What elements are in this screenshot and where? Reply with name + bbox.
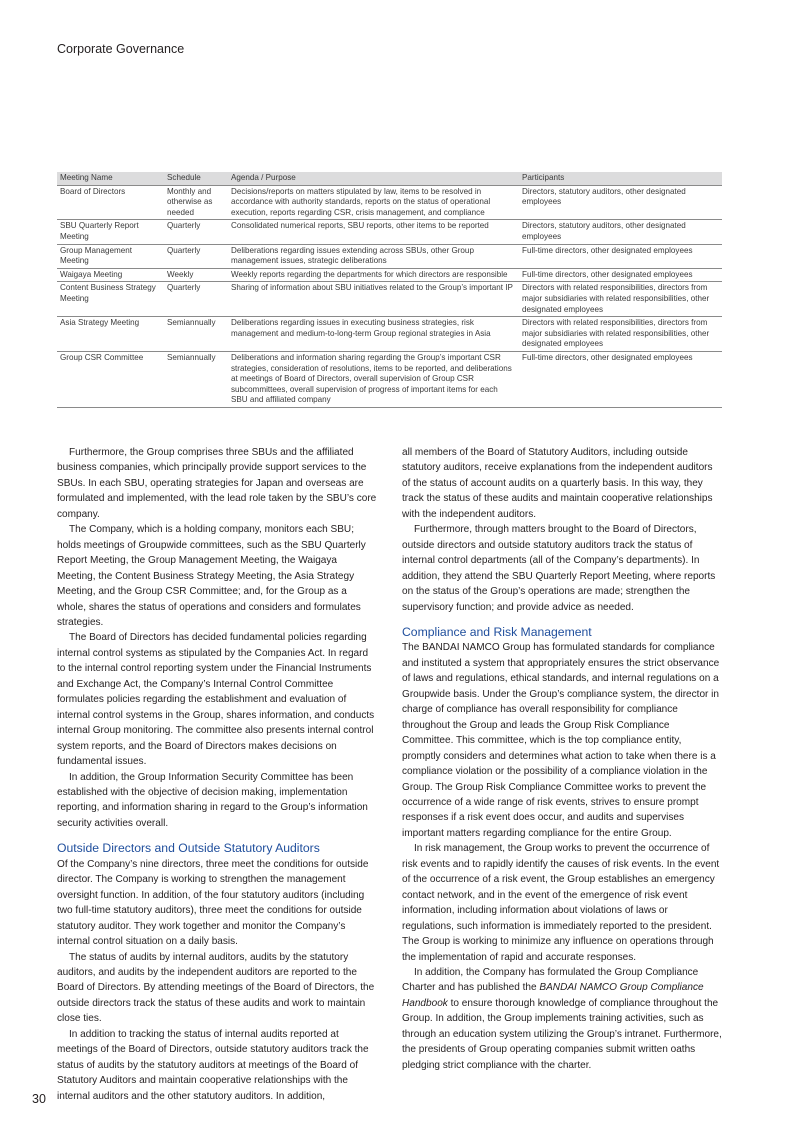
table-cell: Quarterly: [164, 282, 228, 317]
table-cell: Full-time directors, other designated employees: [519, 244, 722, 268]
table-cell: Group CSR Committee: [57, 351, 164, 407]
section-heading: Compliance and Risk Management: [402, 624, 592, 639]
table-row: [57, 220, 722, 244]
table-cell: Group Management Meeting: [57, 244, 164, 268]
text-run: In addition, the Company has formulated the Group Compliance Charter and has published the: [402, 967, 699, 994]
table-cell: Full-time directors, other designated employees: [519, 268, 722, 282]
section-title: Corporate Governance: [57, 42, 185, 56]
spacer: [57, 831, 377, 841]
table-cell: Quarterly: [164, 220, 228, 244]
table-cell: Waigaya Meeting: [57, 268, 164, 282]
table-cell: Directors, statutory auditors, other designated employees: [519, 220, 722, 244]
paragraph: The Company, which is a holding company, monitors each SBU; holds meetings of Groupwide committees, such as the SBU Quarterly Report Meeting, the Group Management Meeting, the Waigaya Meeting, the Content Business Strategy Meeting, the Asia Strategy Meeting, and the Group CSR Committee; and, for the Group as a whole, shares the status of operations and considers and formulates strategies.: [57, 524, 366, 628]
section-heading: Outside Directors and Outside Statutory Auditors: [57, 841, 320, 856]
meetings-table: [57, 172, 722, 408]
right-column: [402, 445, 722, 1073]
table-cell: SBU Quarterly Report Meeting: [57, 220, 164, 244]
table-row: [57, 244, 722, 268]
table-cell: Weekly: [164, 268, 228, 282]
table-row: [57, 317, 722, 352]
table-cell: Weekly reports regarding the departments for which directors are responsible: [228, 268, 519, 282]
paragraph: The BANDAI NAMCO Group has formulated standards for compliance and instituted a system that appropriately ensures the strict observance of laws and regulations, ethical standards, and internal regulations on a Groupwide basis. Under the Group’s compliance system, the director in charge of compliance has overall responsibility for compliance throughout the Group and leads the Group Risk Compliance Committee. This committee, which is the top compliance entity, promptly considers and determines what action to take when there is a compliance violation or the possibility of a compliance violation in the Group. The Group Risk Compliance Committee works to prevent the occurrence of a wide range of risk events, strives to ensure prompt responses if a risk event does occur, and audits and supervises important matters regarding compliance for the entire Group.: [402, 642, 720, 839]
paragraph: In addition, the Group Information Security Committee has been established with the objective of decision making, implementation reporting, and information sharing in regard to the Group’s information security activities overall.: [57, 771, 368, 829]
table-cell: Monthly and otherwise as needed: [164, 185, 228, 220]
column-header: Schedule: [164, 172, 228, 185]
table-cell: Quarterly: [164, 244, 228, 268]
table-row: [57, 185, 722, 220]
table-cell: Decisions/reports on matters stipulated by law, items to be resolved in accordance with authority standards, reports on the status of operational execution, reports regarding CSR, crisis management, and compliance: [228, 185, 519, 220]
spacer: [402, 615, 722, 625]
table-cell: Semiannually: [164, 351, 228, 407]
table-cell: Directors with related responsibilities, directors from major subsidiaries with related responsibilities, other designated employees: [519, 317, 722, 352]
paragraph: In addition to tracking the status of internal audits reported at meetings of the Board of Directors, outside statutory auditors track the status of audits by the statutory auditors at meetings of the Board of Statutory Auditors and maintain cooperative relationships with the internal auditors and the other statutory auditors. In addition,: [57, 1028, 369, 1102]
column-header: Agenda / Purpose: [228, 172, 519, 185]
table-header-row: [57, 172, 722, 185]
table-cell: Deliberations and information sharing regarding the Group’s important CSR strategies, consideration of resolutions, items to be reported, and deliberations at meetings of Board of Directors, overall supervision of Group CSR subcommittees, overall supervision of progress of important items for each SBU and affiliated company: [228, 351, 519, 407]
paragraph: The status of audits by internal auditors, audits by the statutory auditors, and audits by the independent auditors are reported to the Board of Directors. By attending meetings of the Board of Directors, the outside directors track the status of these audits and work to maintain close ties.: [57, 951, 375, 1025]
left-column: [57, 445, 377, 1104]
page-number: 30: [32, 1092, 46, 1106]
table-cell: Content Business Strategy Meeting: [57, 282, 164, 317]
table-cell: Directors with related responsibilities, directors from major subsidiaries with related responsibilities, other designated employees: [519, 282, 722, 317]
table-cell: Semiannually: [164, 317, 228, 352]
table-cell: Directors, statutory auditors, other designated employees: [519, 185, 722, 220]
text-run: to ensure thorough knowledge of compliance throughout the Group. In addition, the Group implements training activities, such as through an education system utilizing the Group’s intranet. Furthermore, the presidents of Group operating companies submit written oaths pledging strict compliance with the charter.: [402, 997, 722, 1071]
table-cell: Full-time directors, other designated employees: [519, 351, 722, 407]
table-cell: Asia Strategy Meeting: [57, 317, 164, 352]
meetings-table-container: [57, 172, 722, 408]
column-header: Meeting Name: [57, 172, 164, 185]
paragraph: Of the Company’s nine directors, three meet the conditions for outside director. The Company is working to strengthen the management oversight function. In addition, of the four statutory auditors (including two full-time statutory auditors), three meet the conditions for outside statutory auditor. They work together and monitor the Company’s internal control situation on a daily basis.: [57, 858, 369, 948]
table-cell: Deliberations regarding issues extending across SBUs, other Group management issues, strategic deliberations: [228, 244, 519, 268]
table-cell: Sharing of information about SBU initiatives related to the Group’s important IP: [228, 282, 519, 317]
table-cell: Deliberations regarding issues in executing business strategies, risk management and medium-to-long-term Group regional strategies in Asia: [228, 317, 519, 352]
paragraph: In risk management, the Group works to prevent the occurrence of risk events and to rapidly identify the causes of risk events. In the event of the occurrence of a risk event, the Group establishes an emergency contact network, and in the event of the emergence of risk event information, including information about violations of laws or regulations, such information is immediately reported to the president. The Group is working to minimize any influence on operations through the implementation of rapid and accurate responses.: [402, 843, 720, 963]
table-row: [57, 351, 722, 407]
paragraph: The Board of Directors has decided fundamental policies regarding internal control systems as stipulated by the Companies Act. In regard to the internal control reporting system under the Financial Instruments and Exchange Act, the Company’s Internal Control Committee formulates policies regarding the establishment and evaluation of internal control systems in the Group, shares information, and conducts internal Group monitoring. The committee also presents internal control system reports, and the Board of Directors makes decisions on fundamental issues.: [57, 632, 375, 768]
handbook-title: BANDAI NAMCO Group Compliance Handbook: [402, 982, 704, 1009]
table-row: [57, 268, 722, 282]
paragraph: Furthermore, the Group comprises three SBUs and the affiliated business companies, which principally provide support services to the SBUs. In each SBU, operating strategies for Japan and overseas are formulated and implemented, with the lead role taken by the SBU’s core company.: [57, 447, 377, 520]
paragraph: Furthermore, through matters brought to the Board of Directors, outside directors and outside statutory auditors track the status of internal control departments (all of the Company’s departments). In addition, they attend the SBU Quarterly Report Meeting, where reports on the status of the Group’s operations are made; strengthen the supervisory function; and provide advice as needed.: [402, 524, 716, 613]
column-header: Participants: [519, 172, 722, 185]
table-cell: Board of Directors: [57, 185, 164, 220]
table-row: [57, 282, 722, 317]
paragraph: [402, 965, 722, 1073]
paragraph: all members of the Board of Statutory Auditors, including outside statutory auditors, receive explanations from the independent auditors of the status of account audits on a quarterly basis. In this way, they track the status of these audits and maintain cooperative relationships with the independent auditors.: [402, 447, 713, 520]
table-cell: Consolidated numerical reports, SBU reports, other items to be reported: [228, 220, 519, 244]
